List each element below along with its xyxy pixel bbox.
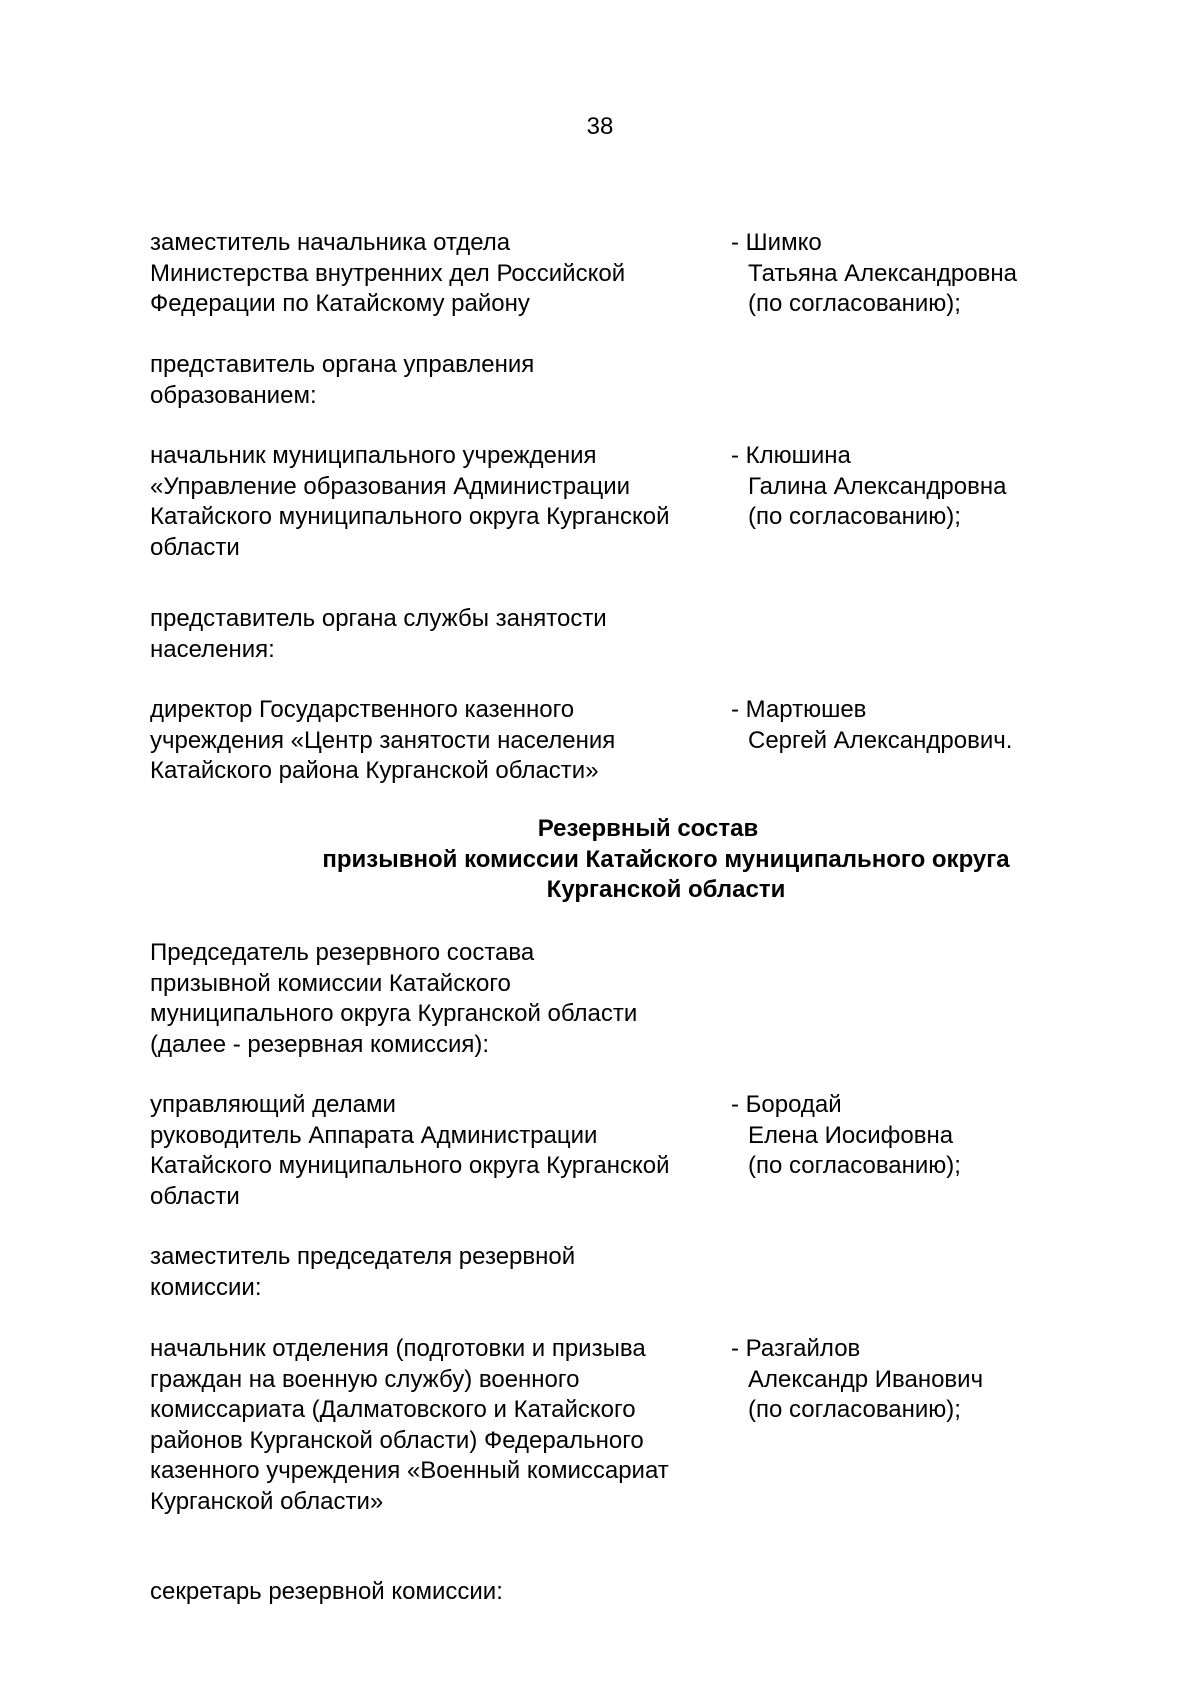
- position-line: Федерации по Катайскому району: [150, 290, 530, 317]
- position-line: образованием:: [150, 381, 317, 409]
- member-name-block: [731, 441, 1006, 533]
- position-line: начальник муниципального учреждения: [150, 442, 597, 469]
- position-line: казенного учреждения «Военный комиссариат: [150, 1457, 669, 1484]
- member-name-line: Александр Иванович: [748, 1365, 984, 1393]
- page-number: 38: [586, 113, 614, 140]
- member-name-block: [731, 695, 1012, 756]
- position-line: населения:: [150, 635, 275, 663]
- position-line: Катайского района Курганской области»: [150, 757, 599, 784]
- position-line: области: [150, 1182, 240, 1210]
- position-block: [150, 695, 615, 787]
- position-line: граждан на военную службу) военного: [150, 1365, 580, 1393]
- position-block: [150, 1242, 575, 1303]
- position-block: [150, 228, 625, 320]
- position-line: муниципального округа Курганской области: [150, 1000, 638, 1027]
- position-line: Министерства внутренних дел Российской: [150, 259, 626, 287]
- position-line: комиссии:: [150, 1273, 262, 1301]
- position-line: руководитель Аппарата Администрации: [150, 1121, 598, 1149]
- position-block: [150, 604, 607, 665]
- position-line: Курганской области»: [150, 1487, 384, 1515]
- member-name-block: [731, 1334, 983, 1426]
- position-line: представитель органа службы занятости: [150, 605, 607, 632]
- heading-line: Резервный состав: [537, 815, 759, 842]
- position-line: Председатель резервного состава: [150, 939, 535, 966]
- member-name-line: Елена Иосифовна: [748, 1121, 954, 1149]
- position-line: управляющий делами: [150, 1091, 396, 1118]
- position-block: [150, 1577, 503, 1608]
- position-line: начальник отделения (подготовки и призыва: [150, 1335, 646, 1362]
- position-line: области: [150, 533, 240, 561]
- section-heading: [0, 814, 1200, 906]
- position-line: Катайского муниципального округа Курганской: [150, 503, 670, 530]
- member-name-line: - Клюшина: [731, 442, 851, 469]
- position-line: заместитель начальника отдела: [150, 229, 511, 256]
- position-line: Катайского муниципального округа Курганской: [150, 1152, 670, 1179]
- member-name-line: Татьяна Александровна: [748, 259, 1017, 287]
- member-name-line: (по согласованию);: [748, 290, 961, 317]
- member-name-line: - Шимко: [731, 229, 822, 256]
- member-name-line: (по согласованию);: [748, 1152, 961, 1179]
- position-block: [150, 350, 534, 411]
- position-line: районов Курганской области) Федерального: [150, 1426, 644, 1454]
- position-line: заместитель председателя резервной: [150, 1243, 576, 1270]
- position-line: (далее - резервная комиссия):: [150, 1030, 490, 1058]
- position-block: [150, 1090, 670, 1212]
- member-name-block: [731, 1090, 961, 1182]
- member-name-line: Сергей Александрович.: [748, 726, 1013, 754]
- position-line: секретарь резервной комиссии:: [150, 1578, 503, 1605]
- position-line: призывной комиссии Катайского: [150, 969, 511, 997]
- member-name-line: - Мартюшев: [731, 696, 867, 723]
- position-line: представитель органа управления: [150, 351, 535, 378]
- member-name-line: (по согласованию);: [748, 503, 961, 530]
- member-name-block: [731, 228, 1017, 320]
- position-block: [150, 938, 637, 1060]
- heading-line: Курганской области: [546, 876, 786, 903]
- position-block: [150, 441, 670, 563]
- position-line: «Управление образования Администрации: [150, 472, 631, 500]
- member-name-line: - Бородай: [731, 1091, 842, 1118]
- member-name-line: (по согласованию);: [748, 1396, 961, 1423]
- position-line: директор Государственного казенного: [150, 696, 575, 723]
- position-line: комиссариата (Далматовского и Катайского: [150, 1396, 636, 1423]
- member-name-line: - Разгайлов: [731, 1335, 861, 1362]
- member-name-line: Галина Александровна: [748, 472, 1007, 500]
- heading-line: призывной комиссии Катайского муниципального округа: [322, 845, 1010, 873]
- position-line: учреждения «Центр занятости населения: [150, 726, 616, 754]
- position-block: [150, 1334, 669, 1517]
